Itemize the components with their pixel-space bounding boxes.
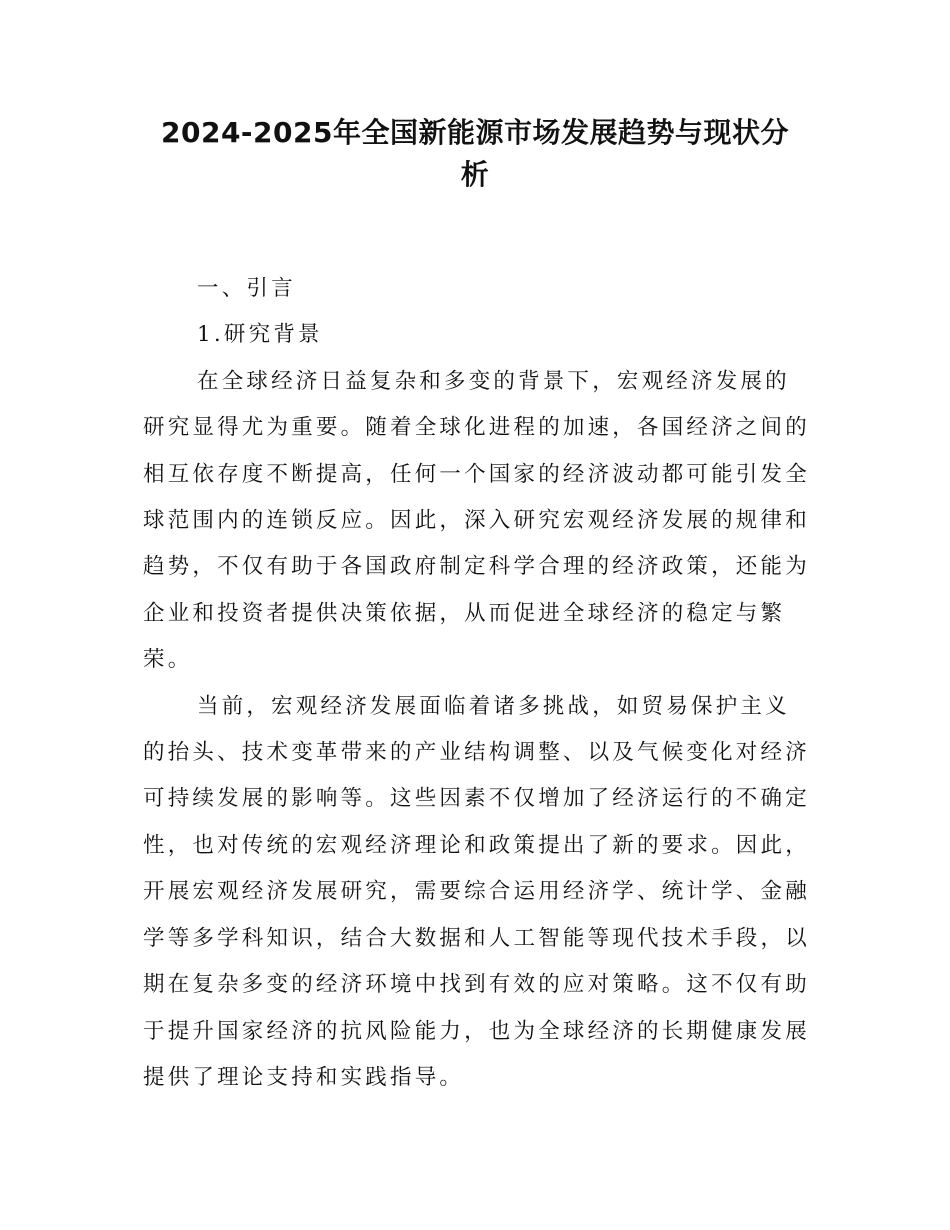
paragraph-2 (143, 684, 811, 1102)
paragraph-line: 当前，宏观经济发展面临着诸多挑战，如贸易保护主义 (197, 693, 790, 719)
paragraph-line: 球范围内的连锁反应。因此，深入研究宏观经济发展的规律和 (143, 508, 810, 534)
title-line: 2024-2025年全国新能源市场发展趋势与现状分 (161, 116, 789, 149)
paragraph-line: 开展宏观经济发展研究，需要综合运用经济学、统计学、金融 (143, 879, 810, 905)
paragraph-line: 的抬头、技术变革带来的产业结构调整、以及气候变化对经济 (143, 740, 810, 766)
paragraph-line: 在全球经济日益复杂和多变的背景下，宏观经济发展的 (197, 368, 790, 394)
paragraph-line: 于提升国家经济的抗风险能力，也为全球经济的长期健康发展 (143, 1018, 810, 1044)
document-title (130, 112, 820, 196)
paragraph-line: 学等多学科知识，结合大数据和人工智能等现代技术手段，以 (143, 925, 810, 951)
paragraph-line: 研究显得尤为重要。随着全球化进程的加速，各国经济之间的 (143, 415, 810, 441)
paragraph-line: 性，也对传统的宏观经济理论和政策提出了新的要求。因此， (143, 832, 810, 858)
section-heading: 一、引言 (197, 276, 296, 301)
subsection-heading: 1.研究背景 (197, 322, 323, 348)
paragraph-line: 荣。 (143, 647, 193, 673)
paragraph-line: 可持续发展的影响等。这些因素不仅增加了经济运行的不确定 (143, 786, 810, 812)
paragraph-line: 提供了理论支持和实践指导。 (143, 1064, 465, 1090)
paragraph-line: 趋势，不仅有助于各国政府制定科学合理的经济政策，还能为 (143, 554, 810, 580)
paragraph-1 (143, 359, 811, 684)
document-body (143, 266, 811, 1101)
title-line: 析 (460, 158, 490, 191)
paragraph-line: 期在复杂多变的经济环境中找到有效的应对策略。这不仅有助 (143, 972, 810, 998)
paragraph-line: 企业和投资者提供决策依据，从而促进全球经济的稳定与繁 (143, 600, 786, 626)
paragraph-line: 相互依存度不断提高，任何一个国家的经济波动都可能引发全 (143, 461, 810, 487)
